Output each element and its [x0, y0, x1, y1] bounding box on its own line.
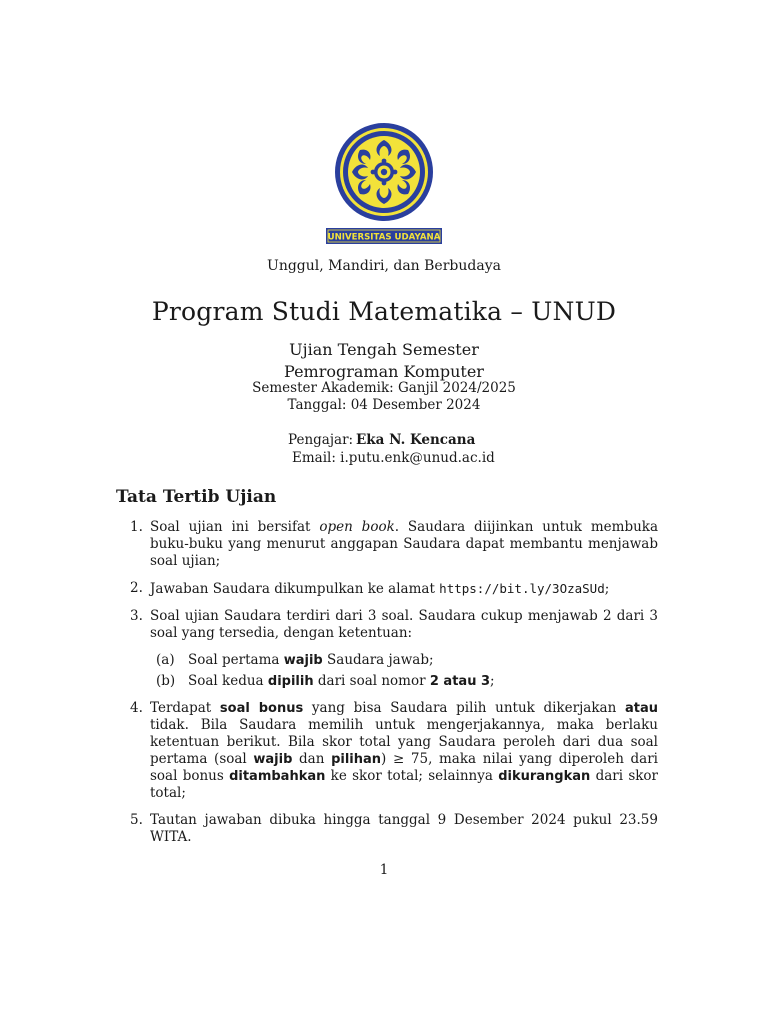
rule-bold: dikurangkan [498, 769, 591, 784]
rule-bold: ditambahkan [229, 769, 326, 784]
rule-text: dan [292, 751, 332, 767]
rule-bold: soal bonus [219, 701, 304, 716]
rule-emphasis: open book [319, 519, 395, 535]
rule-text: tidak. Bila Saudara memilih untuk mengerjakannya, maka berlaku ketentuan berikut. Bila skor total yang Saudara peroleh dari dua soal pertama (soal [150, 717, 658, 767]
rule-text: ; [604, 581, 610, 597]
rule-text: Tautan jawaban dibuka hingga tanggal 9 Desember 2024 pukul 23.59 WITA. [150, 812, 658, 845]
subitem-label: (a) [156, 652, 175, 668]
rule-number: 4. [130, 700, 143, 716]
rule-bold: pilihan [331, 752, 382, 767]
exam-name: Ujian Tengah Semester [289, 340, 479, 359]
section-title: Tata Tertib Ujian [116, 487, 277, 507]
teacher-row [288, 432, 475, 448]
rule-bold: 2 atau 3 [429, 674, 491, 689]
rule-text: ) ≥ 75, maka nilai yang diperoleh dari soal bonus [150, 751, 658, 784]
rule-text: Terdapat [150, 700, 220, 716]
rule-text: dari soal nomor [313, 673, 430, 689]
course-name: Pemrograman Komputer [284, 362, 484, 381]
rule-number: 1. [130, 519, 143, 535]
rule-bold: wajib [253, 752, 293, 767]
teacher-label: Pengajar: [288, 432, 354, 448]
rule-text: Soal kedua [188, 673, 268, 689]
page-number: 1 [379, 862, 389, 878]
rule-number: 2. [130, 580, 143, 596]
rule-text: Soal pertama [188, 652, 284, 668]
rule-bold: wajib [283, 653, 323, 668]
rule-number: 3. [130, 608, 143, 624]
university-logo [324, 122, 444, 248]
rule-item [116, 519, 658, 570]
rule-text: dari skor total; [150, 768, 659, 801]
teacher-name: Eka N. Kencana [356, 432, 476, 448]
rule-subitem [156, 673, 658, 690]
rule-item [116, 608, 658, 690]
rule-text: Jawaban Saudara dikumpulkan ke alamat [150, 581, 440, 597]
logo-banner-text: UNIVERSITAS UDAYANA [327, 232, 441, 243]
rule-sublist [150, 652, 658, 690]
exam-date: Tanggal: 04 Desember 2024 [287, 397, 481, 413]
rule-item [116, 812, 658, 846]
rule-number: 5. [130, 812, 143, 828]
rules-list [116, 519, 658, 856]
rule-text: Soal ujian Saudara terdiri dari 3 soal. Saudara cukup menjawab 2 dari 3 soal yang tersedia, dengan ketentuan: [150, 608, 658, 641]
academic-semester: Semester Akademik: Ganjil 2024/2025 [252, 380, 516, 396]
rule-text: Saudara jawab; [322, 652, 434, 668]
rule-text: ; [490, 673, 495, 689]
rule-text: ke skor total; selainnya [325, 768, 499, 784]
rule-bold: atau [624, 701, 658, 716]
rule-text: Soal ujian ini bersifat [150, 519, 320, 535]
rule-subitem [156, 652, 658, 669]
rule-bold: dipilih [267, 674, 314, 689]
rule-text: . Saudara diijinkan untuk membuka buku-buku yang menurut anggapan Saudara dapat membantu menjawab soal ujian; [150, 519, 659, 569]
subitem-label: (b) [156, 673, 176, 689]
program-title: Program Studi Matematika – UNUD [151, 297, 617, 326]
rule-text: yang bisa Saudara pilih untuk dikerjakan [303, 700, 625, 716]
rule-item [116, 580, 658, 598]
submission-link[interactable]: https://bit.ly/3OzaSUd [439, 581, 605, 596]
teacher-email: Email: i.putu.enk@unud.ac.id [292, 450, 495, 466]
motto: Unggul, Mandiri, dan Berbudaya [267, 258, 501, 274]
rule-item [116, 700, 658, 802]
